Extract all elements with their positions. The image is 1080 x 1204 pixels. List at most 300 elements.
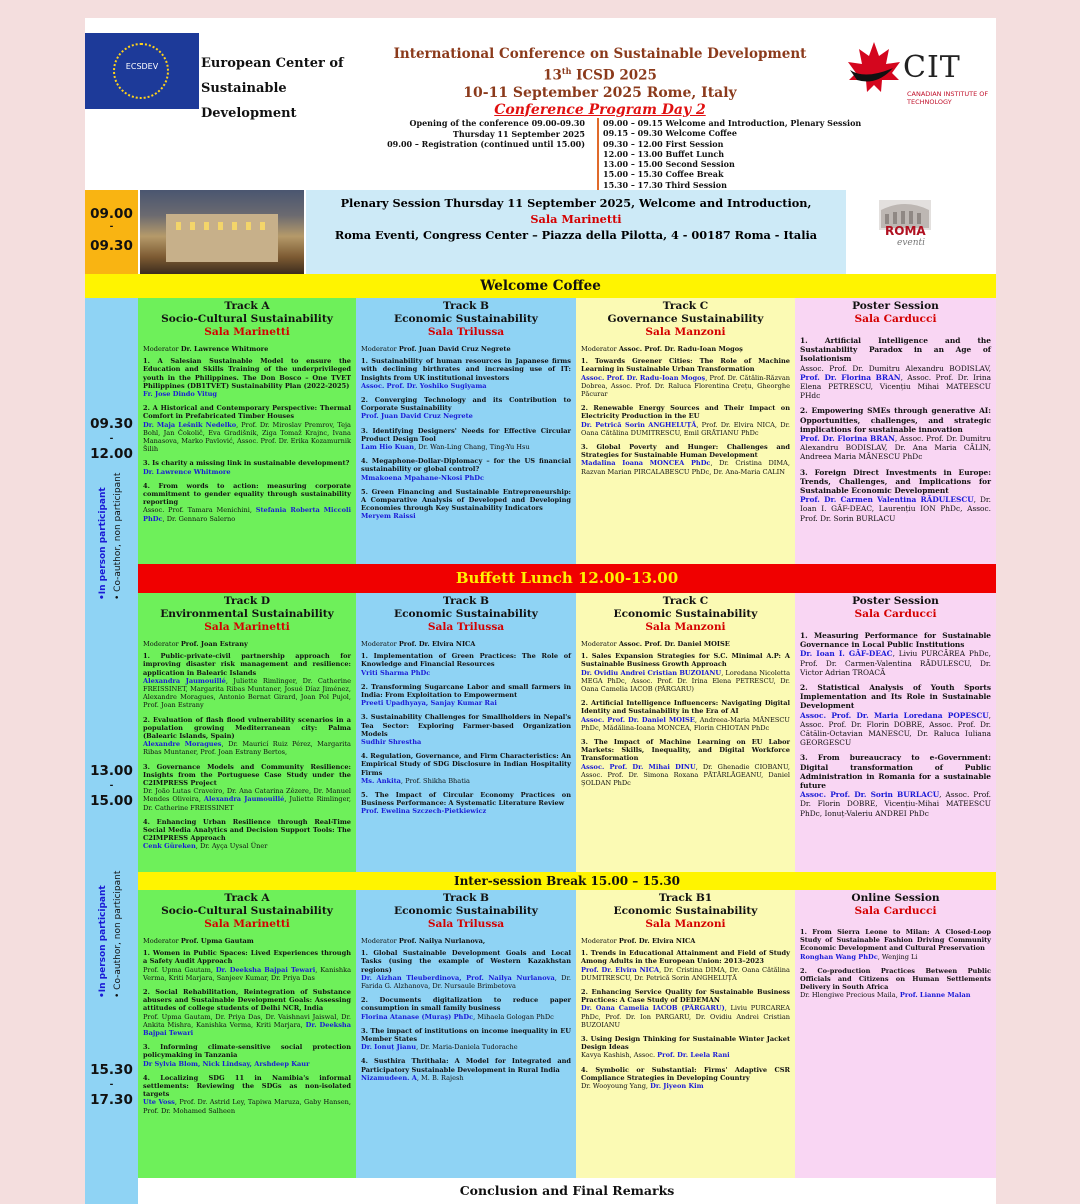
presenter: Nizamudeen. A	[361, 1073, 417, 1082]
paper-title: 1. Global Sustainable Development Goals and Local Tasks (using the example of Western Kazakhstan regions)	[361, 949, 571, 974]
moderator	[143, 640, 351, 648]
paper-authors	[361, 1013, 571, 1021]
paper-authors	[143, 1098, 351, 1114]
track-theme: Economic Sustainability	[613, 905, 758, 917]
day-schedule	[603, 118, 903, 190]
roma-logo-subtext: eventi	[897, 238, 926, 248]
track-theme: Socio-Cultural Sustainability	[161, 313, 333, 325]
paper-entry	[581, 988, 790, 1029]
session1-poster	[795, 298, 996, 564]
paper-title: 3. The impact of institutions on income inequality in EU Member States	[361, 1026, 571, 1044]
presenter: Assoc. Prof. Dr. Yoshiko Sugiyama	[361, 381, 487, 390]
presenter: Dr. Petrică Sorin ANGHELUȚĂ	[581, 420, 697, 429]
ecsdev-logo	[85, 33, 199, 109]
track-header	[800, 595, 991, 621]
track-room: Sala Carducci	[854, 905, 937, 917]
logo-abbreviation: ECSDEV	[125, 62, 159, 71]
paper-title: 2. Transforming Sugarcane Labor and small farmers in India: From Exploitation to Empowerment	[361, 682, 571, 700]
track-room: Sala Trilussa	[427, 621, 505, 633]
presenter: Assoc. Prof. Dr. Maria Loredana POPESCU	[800, 710, 989, 720]
session2-track-c	[576, 593, 795, 872]
co-authors: , Prof. Dr. Astrid Ley, Tapiwa Maruza, Gaby Hansen, Prof. Dr. Mohamed Salheen	[143, 1098, 352, 1115]
track-name: Track C	[662, 300, 709, 312]
track-room: Sala Manzoni	[645, 621, 726, 633]
paper-authors	[800, 953, 991, 961]
inter-session-break-bar: Inter-session Break 15.00 – 15.30	[138, 872, 996, 890]
paper-title: 1. Women in Public Spaces: Lived Experiences through a Safety Audit Approach	[143, 949, 351, 966]
paper-authors	[581, 374, 790, 399]
moderator	[143, 345, 351, 353]
co-authors: , Dr. Mauricí Ruiz Pérez, Margarita Ribas Muntaner, Prof. Joan Estrany Bertos,	[143, 740, 351, 757]
schedule-item: 12.00 – 13.00 Buffet Lunch	[603, 148, 725, 159]
co-authors: , Wenjing Li	[877, 952, 918, 961]
edition-name: ICSD 2025	[571, 67, 657, 84]
paper-entry	[143, 949, 351, 982]
track-room: Sala Marinetti	[204, 326, 290, 338]
paper-entry	[800, 753, 991, 817]
paper-entry	[581, 443, 790, 476]
paper-authors	[143, 677, 351, 710]
moderator-name: Prof. Dr. Elvira NICA	[618, 937, 696, 945]
paper-authors	[581, 669, 790, 694]
opening-line: Thursday 11 September 2025	[452, 128, 585, 139]
session3-start: 15.30	[90, 1062, 133, 1078]
co-authors: , Juliette Rimlinger, Dr. Catherine FREISSINET	[143, 795, 352, 812]
paper-title: 4. Megaphone-Dollar-Diplomacy – for the US financial sustainability or global control?	[361, 457, 571, 474]
paper-entry	[143, 988, 351, 1037]
track-name: Track B	[443, 595, 489, 607]
paper-entry	[800, 928, 991, 961]
moderator-name: Assoc. Prof. Dr. Radu-Ioan Mogoș	[618, 345, 743, 353]
session3-track-b	[356, 890, 576, 1178]
co-authors: , Dr. Maria-Daniela Tudorache	[416, 1043, 518, 1052]
track-theme: Socio-Cultural Sustainability	[161, 905, 333, 917]
paper-authors	[361, 1074, 571, 1082]
co-authors: , Loredana Nicoletta MEGA PhDc, Assoc. Prof. Dr. Irina Elena PETRESCU, Dr. Oana Camelia IACOB (PÂRGARU)	[581, 668, 790, 694]
cit-name: CIT	[903, 50, 961, 85]
moderator	[143, 937, 351, 945]
presenter: Assoc. Prof. Dr. Radu-Ioan Mogoș	[581, 373, 706, 382]
venue-photo	[140, 190, 304, 274]
paper-authors	[361, 974, 571, 990]
presenter: Prof. Ewelina Szczech-Pietkiewicz	[361, 807, 487, 816]
co-authors: , Prof. Dr. Cătălin-Răzvan Dobrea, Assoc. Prof. Dr. Raluca Florentina Crețu, Gheorghe Păcurar	[581, 373, 790, 399]
moderator-label: Moderator	[143, 937, 179, 945]
co-authors: , Dr. Cristina DIMA, Dr. Oana Cătălina DUMITRESCU, Dr. Petrică Sorin ANGHELUȚĂ	[581, 965, 790, 982]
paper-authors	[361, 512, 571, 520]
session2-dash: -	[109, 781, 114, 791]
track-name: Track B	[443, 892, 489, 904]
presenter: Assoc. Prof. Dr. Mihai DINU	[581, 762, 696, 771]
paper-entry	[361, 427, 571, 452]
track-name: Track A	[224, 892, 270, 904]
paper-entry	[143, 357, 351, 398]
edition-number: 13	[543, 67, 562, 84]
paper-entry	[361, 488, 571, 521]
plenary-venue: Roma Eventi, Congress Center – Piazza della Pilotta, 4 - 00187 Roma - Italia	[334, 228, 818, 242]
session2-poster	[795, 593, 996, 872]
session1-end: 12.00	[90, 446, 133, 462]
co-authors: , Andreea-Maria MĂNESCU PhDc, Mădălina-Ioana MONCEA, Florin CHIOTAN PhDc	[581, 715, 790, 732]
conclusion-bar: Conclusion and Final Remarks	[138, 1178, 996, 1204]
track-name: Online Session	[851, 892, 940, 904]
spacer	[800, 326, 991, 336]
paper-entry	[143, 763, 351, 812]
paper-entry	[800, 967, 991, 1000]
cit-logo	[845, 40, 995, 110]
paper-title: 4. Symbolic or Substantial: Firms' Adaptive CSR Compliance Strategies in Developing Country	[581, 1065, 790, 1082]
session2-track-d	[138, 593, 356, 872]
presenter: Sudhir Shrestha	[361, 738, 422, 747]
co-authors: , M. B. Rajesh	[416, 1073, 464, 1082]
paper-entry	[143, 1074, 351, 1115]
plenary-title: Plenary Session Thursday 11 September 2025, Welcome and Introduction,	[340, 196, 812, 210]
session3-online	[795, 890, 996, 1178]
paper-entry	[143, 482, 351, 523]
paper-authors	[800, 711, 991, 748]
paper-authors	[800, 649, 991, 677]
paper-entry	[143, 404, 351, 453]
lunch-bar: Buffett Lunch 12.00-13.00	[138, 564, 996, 593]
paper-title: 3. Global Poverty and Hunger: Challenges and Strategies for Sustainable Human Development	[581, 443, 790, 460]
track-theme: Governance Sustainability	[607, 313, 764, 325]
paper-entry	[143, 459, 351, 475]
paper-authors	[361, 1043, 571, 1051]
paper-entry	[361, 357, 571, 390]
track-room: Sala Trilussa	[427, 918, 505, 930]
paper-entry	[361, 396, 571, 421]
opening-line: Opening of the conference 09.00-09.30	[409, 118, 585, 128]
moderator	[361, 640, 571, 648]
organization-name	[201, 51, 386, 126]
schedule-divider	[597, 118, 599, 192]
paper-title: 1. Artificial Intelligence and the Sustainability Paradox in an Age of Isolationism	[800, 336, 991, 364]
paper-entry	[361, 996, 571, 1021]
schedule-item: 15.30 – 17.30 Third Session	[603, 179, 727, 190]
conference-program-title: Conference Program Day 2	[494, 101, 706, 118]
track-header	[143, 300, 351, 339]
track-theme: Environmental Sustainability	[160, 608, 334, 620]
presenter: Ms. Ankita	[361, 776, 401, 785]
cit-full-name: CANADIAN INSTITUTE OF TECHNOLOGY	[907, 90, 989, 106]
session1-dash: -	[109, 434, 114, 444]
moderator-label: Moderator	[143, 640, 179, 648]
roma-logo-text: ROMA	[885, 224, 926, 238]
paper-authors	[143, 1013, 351, 1038]
session3-track-b1	[576, 890, 795, 1178]
moderator	[581, 640, 790, 648]
paper-authors	[361, 382, 571, 390]
paper-title: 3. Informing climate-sensitive social protection policymaking in Tanzania	[143, 1043, 351, 1060]
presenter: Prof. Dr. Carmen Valentina RĂDULESCU	[800, 495, 974, 505]
moderator-name: Prof. Juan David Cruz Negrete	[398, 345, 511, 353]
paper-entry	[361, 752, 571, 785]
spacer	[800, 918, 991, 928]
paper-authors	[361, 699, 571, 707]
paper-title: 2. A Historical and Contemporary Perspective: Thermal Comfort in Prefabricated Timber Houses	[143, 404, 351, 421]
presenter: Dr Sylvia Blom, Nick Lindsay, Arshdeep Kaur	[143, 1059, 310, 1068]
presenter: Dr. Oana Camelia IACOB (PÂRGARU)	[581, 1004, 725, 1013]
org-name-line2: Sustainable Development	[201, 81, 297, 121]
paper-entry	[361, 652, 571, 677]
paper-title: 2. Converging Technology and its Contribution to Corporate Sustainability	[361, 396, 571, 413]
track-name: Track B	[443, 300, 489, 312]
legend-coauthor: • Co-author, non participant	[113, 870, 123, 998]
paper-title: 1. Towards Greener Cities: The Role of Machine Learning in Sustainable Urban Transformation	[581, 357, 790, 374]
co-authors: , Liviu PURCAREA PhDc, Prof. Dr. Ion PARGARU, Dr. Ovidiu Andrei Cristian BUZOIANU	[581, 1004, 790, 1029]
co-authors: , Dr. Ayça Uysal Üner	[195, 842, 268, 851]
co-authors: Dr. João Lutas Craveiro, Dr. Ana Catarina Zêzere, Dr. Manuel Mendes Oliveira,	[143, 787, 351, 804]
program-page	[85, 18, 996, 1204]
presenter: Mmakoena Mpahane-Nkosi PhDc	[361, 473, 485, 482]
moderator-name: Prof. Nailya Nurlanova,	[398, 937, 486, 945]
track-header	[361, 300, 571, 339]
paper-authors	[143, 787, 351, 812]
moderator	[361, 937, 571, 945]
track-room: Sala Manzoni	[645, 326, 726, 338]
time-column	[85, 298, 138, 1204]
track-theme: Economic Sustainability	[613, 608, 758, 620]
welcome-coffee-bar: Welcome Coffee	[85, 274, 996, 298]
paper-title: 4. Localizing SDG 11 in Namibia's informal settlements: Reviewing the SDGs as non-isolated targets	[143, 1073, 351, 1099]
paper-authors	[143, 468, 351, 476]
co-authors: , Dr. Ioan I. GÂF-DEAC, Laurențiu ION PhDc, Assoc. Prof. Dr. Sorin BURLACU	[800, 495, 991, 523]
paper-title: 3. The Impact of Machine Learning on EU Labor Markets: Skills, Inequality, and Digital Workforce Transformation	[581, 738, 790, 763]
presenter: Madalina Ioana MONCEA PhDc	[581, 459, 711, 468]
paper-authors	[361, 807, 571, 815]
paper-authors	[581, 966, 790, 982]
co-authors: , Dr. Wan-Ling Chang, Ting-Yu Hsu	[414, 443, 530, 452]
paper-authors	[143, 842, 351, 850]
paper-title: 2. Enhancing Service Quality for Sustainable Business Practices: A Case Study of DEDEMAN	[581, 988, 790, 1005]
track-header	[581, 300, 790, 339]
paper-entry	[800, 683, 991, 747]
co-authors: , Liviu PURCĂREA PhDc, Prof. Dr. Carmen-Valentina RĂDULESCU, Dr. Victor Adrian TROACĂ	[800, 649, 992, 677]
paper-title: 4. Enhancing Urban Resilience through Real-Time Social Media Analytics and Decision Support Tools: The C2IMPRESS Approach	[143, 817, 351, 843]
co-authors: Dr. Hlengiwe Precious Maila,	[800, 991, 900, 1000]
presenter: Alexandra Jaumouillé	[143, 676, 226, 685]
paper-title: 1. Trends in Educational Attainment and Field of Study Among Adults in the European Union: 2013–2023	[581, 949, 790, 966]
co-authors: , Prof. Dr. Elvira NICA, Dr. Oana Cătălina DUMITRESCU, Emil GRĂTIANU PhDc	[581, 420, 790, 437]
paper-title: 3. Is charity a missing link in sustainable development?	[143, 459, 350, 468]
paper-entry	[361, 1057, 571, 1082]
co-authors: , Dr. Ghenadie CIOBANU, Assoc. Prof. Dr. Simona Roxana PĂTĂRLĂGEANU, Daniel ȘOLDAN PhDc	[581, 762, 791, 788]
co-authors: , Prof. Shikha Bhatia	[400, 776, 470, 785]
presenter: Dr. Aizhan Tleuberdinova, Prof. Nailya Nurlanova	[361, 973, 555, 982]
paper-authors	[800, 364, 991, 401]
paper-title: 2. Empowering SMEs through generative AI: Opportunities, challenges, and strategic implications for sustainable innovation	[800, 406, 991, 434]
presenter: Prof. Lianne Malan	[899, 991, 971, 1000]
paper-title: 5. The Impact of Circular Economy Practices on Business Performance: A Systematic Literature Review	[361, 791, 571, 808]
paper-entry	[143, 818, 351, 851]
plenary-time-end: 09.30	[90, 238, 133, 254]
conference-heading	[375, 46, 825, 119]
track-room: Sala Marinetti	[204, 621, 290, 633]
paper-authors	[143, 390, 351, 398]
paper-authors	[143, 421, 351, 454]
paper-entry	[143, 716, 351, 757]
paper-authors	[581, 763, 790, 788]
paper-title: 3. Using Design Thinking for Sustainable Winter Jacket Design Ideas	[581, 1035, 790, 1052]
track-name: Poster Session	[852, 300, 939, 312]
moderator-name: Prof. Upma Gautam	[180, 937, 254, 945]
paper-title: 3. From bureaucracy to e-Government: Digital transformation of Public Administration in Romania for a sustainable future	[800, 753, 991, 791]
track-room: Sala Manzoni	[645, 918, 726, 930]
paper-title: 1. Public-private-civil partnership approach for improving disaster risk management and resilience: application in Balearic Islands	[143, 652, 351, 677]
presenter: Alexandre Moragues	[143, 740, 222, 749]
paper-authors	[581, 1082, 790, 1090]
presenter: Assoc. Prof. Dr. Sorin BURLACU	[800, 790, 940, 800]
presenter: Assoc. Prof. Dr. Daniel MOISE	[581, 715, 695, 724]
paper-title: 2. Renewable Energy Sources and Their Impact on Electricity Production in the EU	[581, 404, 790, 421]
presenter: Alexandra Jaumouillé	[203, 795, 285, 804]
paper-authors	[800, 790, 991, 818]
paper-entry	[143, 652, 351, 709]
presenter: Dr. Ovidiu Andrei Cristian BUZOIANU	[581, 668, 722, 677]
presenter: Dr. Lawrence Whitmore	[143, 467, 231, 476]
edition-suffix: th	[561, 66, 572, 76]
co-authors: Dr. Wooyoung Yang,	[581, 1082, 651, 1091]
presenter: Dr. Ioan I. GÂF-DEAC	[800, 649, 893, 659]
session2-end: 15.00	[90, 793, 133, 809]
paper-title: 2. Social Rehabilitation, Reintegration of Substance abusers and Sustainable Development Goals: Assessing attitudes of college students of Delhi NCR, India	[143, 988, 351, 1013]
session1-track-a	[138, 298, 356, 564]
schedule-item: 09.15 – 09.30 Welcome Coffee	[603, 128, 737, 139]
co-authors: , Dr. Gennaro Salerno	[162, 514, 236, 523]
co-authors: , Juliette Rimlinger, Dr. Catherine FREISSINET, Margarita Ribas Muntaner, Josué Díaz Jiménez, Alexandre Moragues, Antonio Bernat Girard, Joan Pol Pujol, Prof. Joan Estrany	[143, 676, 352, 710]
presenter: Cenk Güreken	[143, 842, 196, 851]
presenter: Dr. Ionuț Jianu	[361, 1043, 417, 1052]
track-theme: Economic Sustainability	[394, 905, 538, 917]
track-header	[800, 892, 991, 918]
moderator-name: Prof. Dr. Elvira NICA	[398, 640, 476, 648]
schedule-item: 13.00 – 15.00 Second Session	[603, 159, 735, 170]
paper-title: 1. A Salesian Sustainable Model to ensure the Education and Skills Training of the underprivileged youth in the Philippines. The Don Bosco – One TVET Philippines (DB1TVET) Sustainability Plan (2022-2025)	[143, 357, 351, 390]
presenter: Florina Atanase (Muraș) PhDc	[361, 1012, 474, 1021]
co-authors: Assoc. Prof. Tamara Menichini,	[143, 506, 256, 515]
paper-entry	[361, 791, 571, 816]
presenter: Ute Voss	[143, 1098, 175, 1107]
paper-entry	[800, 631, 991, 677]
paper-title: 2. Documents digitalization to reduce paper consumption in small family business	[361, 996, 571, 1013]
track-header	[143, 595, 351, 634]
paper-authors	[800, 434, 991, 462]
paper-entry	[800, 468, 991, 523]
track-name: Track B1	[658, 892, 713, 904]
presenter: Dr. Jiyeon Kim	[650, 1082, 704, 1091]
moderator-label: Moderator	[361, 937, 397, 945]
paper-title: 1. Sustainability of human resources in Japanese firms with declining birthrates and increasing use of IT: Insights from UK institutional investors	[361, 357, 571, 382]
paper-entry	[361, 949, 571, 990]
eu-stars-icon	[113, 43, 169, 99]
track-name: Track D	[223, 595, 271, 607]
presenter: Prof. Dr. Florina BRAN	[800, 434, 895, 444]
co-authors: Assoc. Prof. Dr. Dumitru Alexandru BODISLAV,	[800, 363, 991, 373]
paper-authors	[581, 459, 790, 475]
paper-entry	[361, 457, 571, 482]
paper-authors	[361, 777, 571, 785]
plenary-room: Sala Marinetti	[530, 212, 622, 226]
paper-authors	[581, 421, 790, 437]
paper-title: 3. Foreign Direct Investments in Europe: Trends, Challenges, and Implications for Sustainable Economic Development	[800, 467, 991, 496]
presenter: Meryem Raissi	[361, 512, 416, 521]
paper-authors	[143, 966, 351, 982]
track-name: Track A	[224, 300, 270, 312]
track-header	[581, 892, 790, 931]
co-authors: , Assoc. Prof. Dr. Irina Elena PETRESCU, Vicențiu Mihai MATEESCU PHdc	[800, 372, 991, 401]
paper-title: 3. Sustainability Challenges for Smallholders in Nepal's Tea Sector: Exploring Farmer-based Organization Models	[361, 713, 571, 738]
track-room: Sala Carducci	[854, 313, 937, 325]
schedule-item: 15.00 – 15.30 Coffee Break	[603, 169, 724, 180]
paper-entry	[581, 357, 790, 398]
track-theme: Economic Sustainability	[394, 608, 538, 620]
presenter: Ronghan Wang PhDc	[800, 952, 878, 961]
presenter: Lam Hio Kuan	[361, 443, 415, 452]
co-authors: , Assoc. Prof. Dr. Florin DOBRE, Vicențiu-Mihai MATEESCU PhDc, Ionuț-Valeriu ANDREI PhDc	[800, 790, 991, 818]
paper-entry	[361, 683, 571, 708]
paper-authors	[143, 1060, 351, 1068]
paper-title: 4. Susthira Thrithala: A Model for Integrated and Participatory Sustainable Development in Rural India	[361, 1057, 571, 1074]
conference-date: 10-11 September 2025 Rome, Italy	[463, 84, 737, 101]
paper-entry	[800, 336, 991, 400]
track-header	[800, 300, 991, 326]
presenter: Prof. Dr. Florina BRAN	[800, 372, 901, 382]
co-authors: , Prof. Dr. Miroslav Premrov, Teja Bohl, Jan Čokolič, Eva Gradišnik, Ziga Tomaž Krajnc, Ivana Manasova, Marko Pavlović, Assoc. Prof. Dr. Erika Kozamurnik Šilih	[143, 420, 351, 454]
plenary-time	[85, 190, 138, 274]
track-name: Track C	[662, 595, 709, 607]
session3-dash: -	[109, 1080, 114, 1090]
moderator-name: Prof. Joan Estrany	[180, 640, 248, 648]
schedule-item: 09.30 – 12.00 First Session	[603, 138, 724, 149]
paper-entry	[800, 406, 991, 461]
paper-title: 3. Identifying Designers' Needs for Effective Circular Product Design Tool	[361, 426, 571, 443]
moderator-label: Moderator	[361, 345, 397, 353]
paper-entry	[581, 1066, 790, 1091]
roma-eventi-logo	[875, 194, 935, 254]
plenary-session-box	[306, 190, 846, 274]
paper-authors	[800, 991, 991, 999]
session3-end: 17.30	[90, 1092, 133, 1108]
paper-title: 4. Regulation, Governance, and Firm Characteristics: An Empirical Study of SDG Disclosure in Indian Hospitality Firms	[361, 752, 571, 777]
presenter: Dr. Maja Lešnik Nedelko	[143, 420, 237, 429]
legend-inperson: •In person participant	[98, 885, 108, 998]
legend-inperson: •In person participant	[98, 487, 108, 600]
conference-title: International Conference on Sustainable Development	[393, 46, 807, 62]
paper-entry	[361, 713, 571, 746]
opening-line: 09.00 – Registration (continued until 15.00)	[387, 139, 585, 149]
co-authors: Prof. Upma Gautam, Dr. Priya Das, Dr. Vaishnavi Jaiswal, Dr. Ankita Mishra, Kanishka Verma, Kriti Marjara,	[143, 1012, 351, 1029]
paper-entry	[143, 1043, 351, 1068]
paper-authors	[143, 740, 351, 756]
legend-coauthor: • Co-author, non participant	[113, 472, 123, 600]
session2-track-b	[356, 593, 576, 872]
paper-title: 2. Co-production Practices Between Public Officials and Citizens on Human Settlements Delivery in South Africa	[800, 966, 991, 992]
paper-entry	[581, 1035, 790, 1060]
co-authors: , Assoc. Prof. Dr. Dumitru Alexandru BODISLAV, Dr. Ana Maria CĂLIN, Andreea Maria MĂNESCU PhDc	[800, 434, 992, 462]
paper-authors	[581, 1004, 790, 1029]
plenary-time-dash: -	[109, 222, 114, 232]
paper-title: 2. Statistical Analysis of Youth Sports Implementation and Its Role in Sustainable Development	[800, 683, 991, 711]
presenter: Prof. Dr. Elvira NICA	[581, 965, 660, 974]
moderator-label: Moderator	[581, 640, 617, 648]
co-authors: , Assoc. Prof. Dr. Florin DOBRE, Assoc. Prof. Dr. Cătălin-Octavian MANESCU, Dr. Raluca Iuliana GEORGESCU	[800, 710, 991, 748]
presenter: Dr. Deeksha Bajpai Tewari	[215, 965, 316, 974]
presenter: Vriti Sharma PhDc	[361, 668, 431, 677]
paper-title: 1. From Sierra Leone to Milan: A Closed-Loop Study of Sustainable Fashion Driving Community Economic Development and Cultural Preservation	[800, 928, 991, 953]
moderator-name: Assoc. Prof. Dr. Daniel MOISE	[618, 640, 730, 648]
paper-entry	[361, 1027, 571, 1052]
track-header	[143, 892, 351, 931]
